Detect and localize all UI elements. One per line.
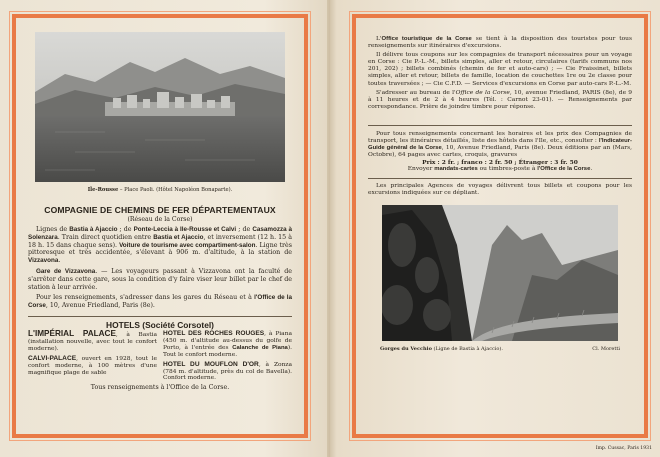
text: . Train direct quotidien entre: [57, 233, 154, 241]
guide-paragraph: [368, 131, 632, 159]
guide-price: Prix : 2 fr. ; franco : 2 fr. 50 ; Étranger : 3 fr. 50: [422, 159, 578, 167]
text: Lignes de: [36, 226, 70, 233]
text: Envoyer: [407, 166, 435, 173]
office-name: l'Office de la Corse: [28, 294, 292, 310]
caption-left: [380, 346, 503, 352]
guide-title: l'Indicateur-Guide général de la Corse: [368, 138, 632, 152]
left-page-frame: [12, 14, 308, 438]
mandats: mandats-cartes: [434, 166, 478, 173]
office-name: Office de la Corse: [455, 89, 510, 96]
vizzavona-paragraph: [28, 268, 292, 291]
hotel-name: HOTEL DES ROCHES ROUGES: [163, 329, 265, 337]
route-bastia-ajaccio: Bastia à Ajaccio: [69, 226, 118, 233]
center-fold: [327, 0, 330, 457]
text: .: [58, 257, 61, 265]
ile-rousse-illustration: [35, 32, 285, 182]
hotels-grid: [28, 328, 293, 382]
station-vizzavona: Vizzavona: [28, 257, 59, 265]
ile-rousse-caption: [28, 187, 292, 193]
office-name: l'Office de la Corse: [537, 166, 591, 173]
hotel-mouflon: [163, 362, 292, 383]
text: , 10, Avenue Friedland, Paris (8e). Deux éditions par an (Mars, Octobre), 64 pages avec cartes, croquis, gravures: [368, 145, 632, 159]
hotel-text: ). Tout le confort moderne.: [163, 344, 293, 358]
hotel-text: , à Bastia (installation nouvelle, avec tout le confort moderne).: [28, 331, 158, 352]
text: se tient à la disposition des touristes pour tous renseignements sur itinéraires d'excursions.: [368, 36, 632, 50]
calanche: Calanche de Piana: [232, 344, 288, 351]
address-paragraph: [368, 90, 632, 111]
coupons-paragraph: Il délivre tous coupons sur les compagnies de transport nécessaires pour un voyage en Corse : Cie P.-L.-M., billets simples, aller et retour, circulaires (tarifs communs nos 201, 202) ; billets combinés (chemin de fer et auto-cars) ; — Cie Fraissinet, billets simples, aller et retour, billets de famille, location de couchettes 1re ou 2e classe pour toutes traversées ; — Cie C.F.D. — Services d'excursions en Corse par auto-cars P.-L.-M.: [368, 52, 632, 87]
photo-credit: Cl. Moretti: [592, 345, 620, 352]
gorges-caption: [368, 346, 632, 352]
hotels-col-right: [163, 331, 292, 382]
route-ponte-leccia: Ponte-Leccia à Ile-Rousse et Calvi: [133, 226, 237, 233]
gare-title: Gare de Vizzavona: [36, 267, 96, 275]
agencies-paragraph: Les principales Agences de voyages délivrent tous billets et coupons pour les excursions indiquées sur ce dépliant.: [368, 182, 632, 196]
hotel-imperial: [28, 328, 158, 353]
text: ; de: [117, 226, 134, 233]
company-title: COMPAGNIE DE CHEMINS DE FER DÉPARTEMENTAUX: [44, 205, 276, 215]
text: ; de: [236, 226, 253, 233]
divider: [368, 178, 632, 179]
hotel-calvi: [28, 356, 157, 377]
text: L': [376, 36, 382, 42]
caption-place: Gorges du Vecchio: [380, 345, 432, 352]
info-paragraph: [28, 294, 292, 310]
text: ou timbres-poste à: [477, 166, 538, 173]
divider: [368, 125, 632, 126]
route-casamozza: Casamozza à Solenzara: [28, 226, 292, 241]
text: Pour tous renseignements concernant les horaires et les prix des Compagnies de transport, les itinéraires détaillés, liste des hôtels dans l'Ile, etc., consulter :: [368, 130, 632, 145]
guide-send: [368, 166, 632, 173]
hotels-col-left: [28, 328, 158, 382]
hotel-name: L'IMPÉRIAL PALACE: [28, 328, 116, 338]
left-page: [16, 18, 304, 434]
hotel-text: , à Piana (450 m. d'altitude au-dessus du golfe de Porto, à l'entrée des: [163, 330, 293, 351]
caption-rest: (Ligne de Bastia à Ajaccio).: [431, 345, 503, 352]
text: , 10, Avenue Friedland, Paris (8e).: [45, 302, 155, 310]
rail-lines-paragraph: [28, 226, 292, 265]
route-direct-train: Bastia et Ajaccio: [153, 233, 204, 241]
hotel-text: , à Zonza (784 m. d'altitude, près du col de Bavella). Confort moderne.: [163, 361, 292, 382]
hotel-name: HOTEL DU MOUFLON D'OR: [163, 360, 259, 368]
company-subtitle: (Réseau de la Corse): [127, 216, 193, 223]
caption-place: Ile-Rousse: [87, 187, 119, 193]
office-name: Office touristique de la Corse: [381, 36, 472, 42]
tourist-carriage: Voiture de tourisme avec compartiment-salon: [119, 241, 256, 249]
office-intro: [368, 36, 632, 50]
hotels-info: Tous renseignements à l'Office de la Corse.: [90, 384, 230, 392]
text: S'adresser au bureau de l': [376, 89, 456, 96]
gare-text: . — Les voyageurs passant à Vizzavona ont la faculté de s'arrêter dans cette gare, sous la condition d'y faire viser leur billet par le chef de station à leur arrivée.: [28, 267, 292, 291]
hotel-text: , ouvert en 1928, tout le confort moderne, à 100 mètres d'une magnifique plage de sable: [28, 355, 157, 376]
gorges-photo: [382, 205, 618, 341]
hotel-name: CALVI-PALACE: [28, 354, 77, 362]
right-page-frame: [352, 14, 648, 438]
imprint: Imp. Cussac, Paris 1931: [595, 446, 652, 451]
right-page: [356, 18, 644, 434]
text: , et inversement (12 h. 15 à 18 h. 15 dans chaque sens).: [28, 233, 292, 249]
text: .: [590, 166, 593, 173]
gorges-illustration: [382, 205, 618, 341]
text: . Ligne très pittoresque et très accidentée, s'élevant à 906 m. d'altitude, à la station de: [28, 241, 292, 257]
text: Pour les renseignements, s'adresser dans les gares du Réseau et à: [36, 294, 255, 302]
hotel-roches-rouges: [163, 331, 292, 359]
hotels-title: HOTELS (Société Corsotel): [28, 316, 292, 330]
caption-rest: – Place Paoli. (Hôtel Napoléon Bonaparte).: [118, 187, 233, 193]
text: , 10, avenue Friedland, PARIS (8e), de 9 à 11 heures et de 2 à 4 heures (Tél. : Carnot 23-01). — Renseignements par correspondance. Prière de joindre timbre pour réponse.: [368, 89, 632, 110]
ile-rousse-photo: [35, 32, 285, 182]
